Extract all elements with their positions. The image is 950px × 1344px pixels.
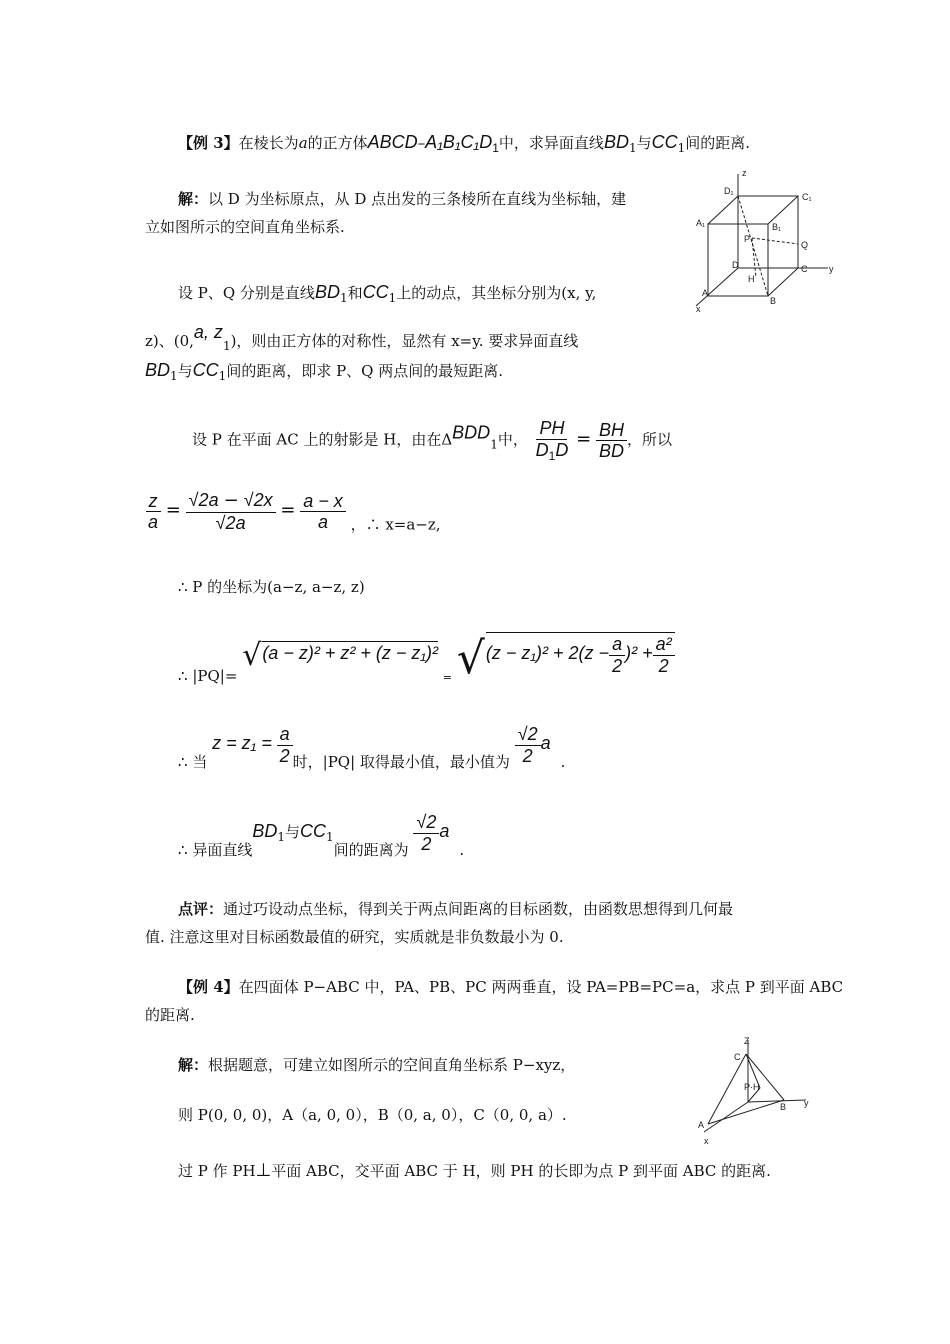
radical-1: (a − z)² + z² + (z − z₁)² — [262, 643, 439, 664]
fig1-label: B₁ — [772, 222, 782, 232]
solution3-line8: ∴ P 的坐标为(a−z, a−z, z) — [178, 578, 365, 596]
fig1-label: y — [829, 264, 834, 274]
fig2-label: A — [698, 1120, 705, 1130]
fraction-sqrt: $\frac{√2a - √2x}{√2a}$ — [186, 490, 276, 533]
fraction-ph: $\frac{PH}{D_1D}$ — [535, 418, 569, 463]
cube-figure — [688, 168, 838, 313]
radical-2: (z − z₁)² + 2(z − $\frac{a}{2}$ )² + $\frac{\text{a²}}{2}$ — [486, 632, 675, 676]
comment-line1: 点评：通过巧设动点坐标，得到关于两点间距离的目标函数，由函数思想得到几何最 — [178, 900, 734, 918]
x-axis — [696, 268, 738, 306]
solution3-line5: $BD_1$与$CC_1$间的距离，即求 P、Q 两点间的最短距离. — [145, 360, 504, 383]
tetrahedron-figure — [692, 1034, 818, 1149]
example4-line2: 的距离. — [145, 1006, 195, 1024]
solution4-line3: 过 P 作 PH⊥平面 ABC，交平面 ABC 于 H，则 PH 的长即为点 P 到平面 ABC 的距离. — [178, 1160, 771, 1181]
fig1-label: x — [696, 304, 701, 313]
fig2-label: x — [704, 1136, 709, 1146]
fig1-label: B — [770, 296, 777, 306]
solution3-line4: z)、(0,a, $z_1$)，则由正方体的对称性，显然有 x=y. 要求异面直线 — [145, 322, 579, 353]
solution3-line7: $\frac{z}{a}$ = $\frac{√2a - √2x}{√2a}$ = $\frac{a - x}{a}$ ，∴ x=a−z, — [145, 490, 441, 535]
fig1-label: D — [732, 260, 739, 270]
solution4-line1: 解：根据题意，可建立如图所示的空间直角坐标系 P−xyz， — [178, 1056, 576, 1074]
fig1-label: C₁ — [802, 192, 812, 202]
fig1-label: C — [801, 264, 808, 274]
solution3-line6: 设 P 在平面 AC 上的射影是 H，由在$\Delta BDD_1$中， $\frac{PH}{D_1D}$ = $\frac{BH}{BD}$ ，所以 — [192, 418, 672, 463]
pq-expression: ∴ |PQ|= √(a − z)² + z² + (z − z₁)² $_=$ √(z − z₁)² + 2(z − $\frac{a}{2}$ )² + $\frac{\text{a²}}{2}$ — [178, 632, 675, 685]
fraction-bh: $\frac{BH}{BD}$ — [596, 420, 627, 462]
solution3-line10: ∴ 异面直线$BD_1$与$CC_1$间的距离为 $\frac{√2}{2}$ a. — [178, 812, 465, 860]
example4-statement: 【例 4】在四面体 P−ABC 中，PA、PB、PC 两两垂直，设 PA=PB=PC=a，求点 P 到平面 ABC — [178, 978, 844, 996]
fig1-label: A — [702, 288, 709, 298]
fig2-label: B — [780, 1102, 787, 1112]
fig1-label: H — [748, 274, 755, 284]
fig2-label: Z — [744, 1036, 750, 1046]
fig1-label: z — [742, 168, 747, 178]
comment-line2: 值. 注意这里对目标函数最值的研究，实质就是非负数最小为 0. — [145, 928, 564, 946]
fig2-label: P·H — [744, 1082, 760, 1092]
example3-label: 【例 3】 — [178, 134, 239, 152]
solution4-line2: 则 P(0, 0, 0)，A（a, 0, 0），B（0, a, 0），C（0, 0, a）. — [178, 1106, 567, 1124]
solution3-line2: 立如图所示的空间直角坐标系. — [145, 218, 345, 236]
fig1-label: A₁ — [696, 218, 706, 228]
fig2-label: C — [734, 1052, 741, 1062]
example3-statement: 【例 3】在棱长为a的正方体ABCD–$A_1B_1C_1D_1$中，求异面直线$BD_1$与$CC_1$间的距离. — [178, 132, 751, 155]
solution3-line3: 设 P、Q 分别是直线$BD_1$和$CC_1$上的动点，其坐标分别为(x, y, — [178, 282, 597, 305]
fig1-label: Q — [801, 240, 809, 250]
fig1-label: P — [744, 234, 751, 244]
fig2-label: y — [804, 1098, 809, 1108]
cube-name: ABCD — [367, 132, 418, 152]
fig1-label: D₁ — [724, 186, 734, 196]
solution3-line1: 解：以 D 为坐标原点，从 D 点出发的三条棱所在直线为坐标轴，建 — [178, 190, 627, 208]
solution3-line9: ∴ 当 z = z₁ = $\frac{a}{2}$ 时，|PQ| 取得最小值，最小值为 $\frac{√2}{2}$ a. — [178, 724, 566, 772]
